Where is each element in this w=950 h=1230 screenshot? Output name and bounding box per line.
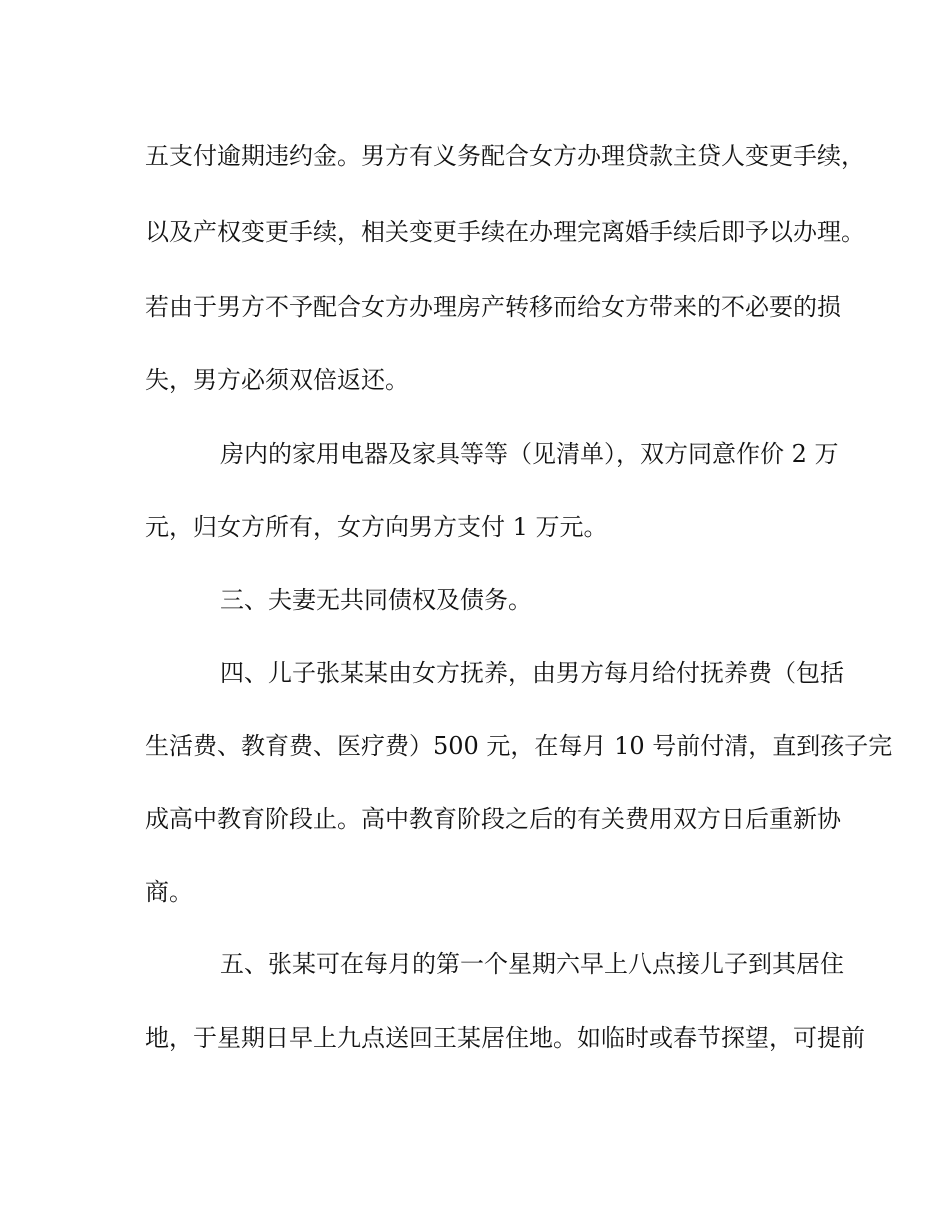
text-line: 三、夫妻无共同债权及债务。 [220,586,532,614]
text-line: 以及产权变更手续，相关变更手续在办理完离婚手续后即予以办理。 [145,218,865,246]
text-line: 五、张某可在每月的第一个星期六早上八点接儿子到其居住 [220,950,844,978]
text-line: 五支付逾期违约金。男方有义务配合女方办理贷款主贷人变更手续， [145,142,865,170]
text-line: 四、儿子张某某由女方抚养，由男方每月给付抚养费（包括 [220,659,844,687]
text-line: 若由于男方不予配合女方办理房产转移而给女方带来的不必要的损 [145,293,841,321]
text-line: 房内的家用电器及家具等等（见清单），双方同意作价 2 万 [220,440,839,468]
text-line: 元，归女方所有，女方向男方支付 1 万元。 [145,513,608,541]
text-line: 地，于星期日早上九点送回王某居住地。如临时或春节探望，可提前 [145,1024,865,1052]
text-line: 失，男方必须双倍返还。 [145,366,409,394]
text-line: 成高中教育阶段止。高中教育阶段之后的有关费用双方日后重新协 [145,805,841,833]
text-line: 生活费、教育费、医疗费）500 元，在每月 10 号前付清，直到孩子完 [145,732,893,760]
text-line: 商。 [145,878,193,906]
